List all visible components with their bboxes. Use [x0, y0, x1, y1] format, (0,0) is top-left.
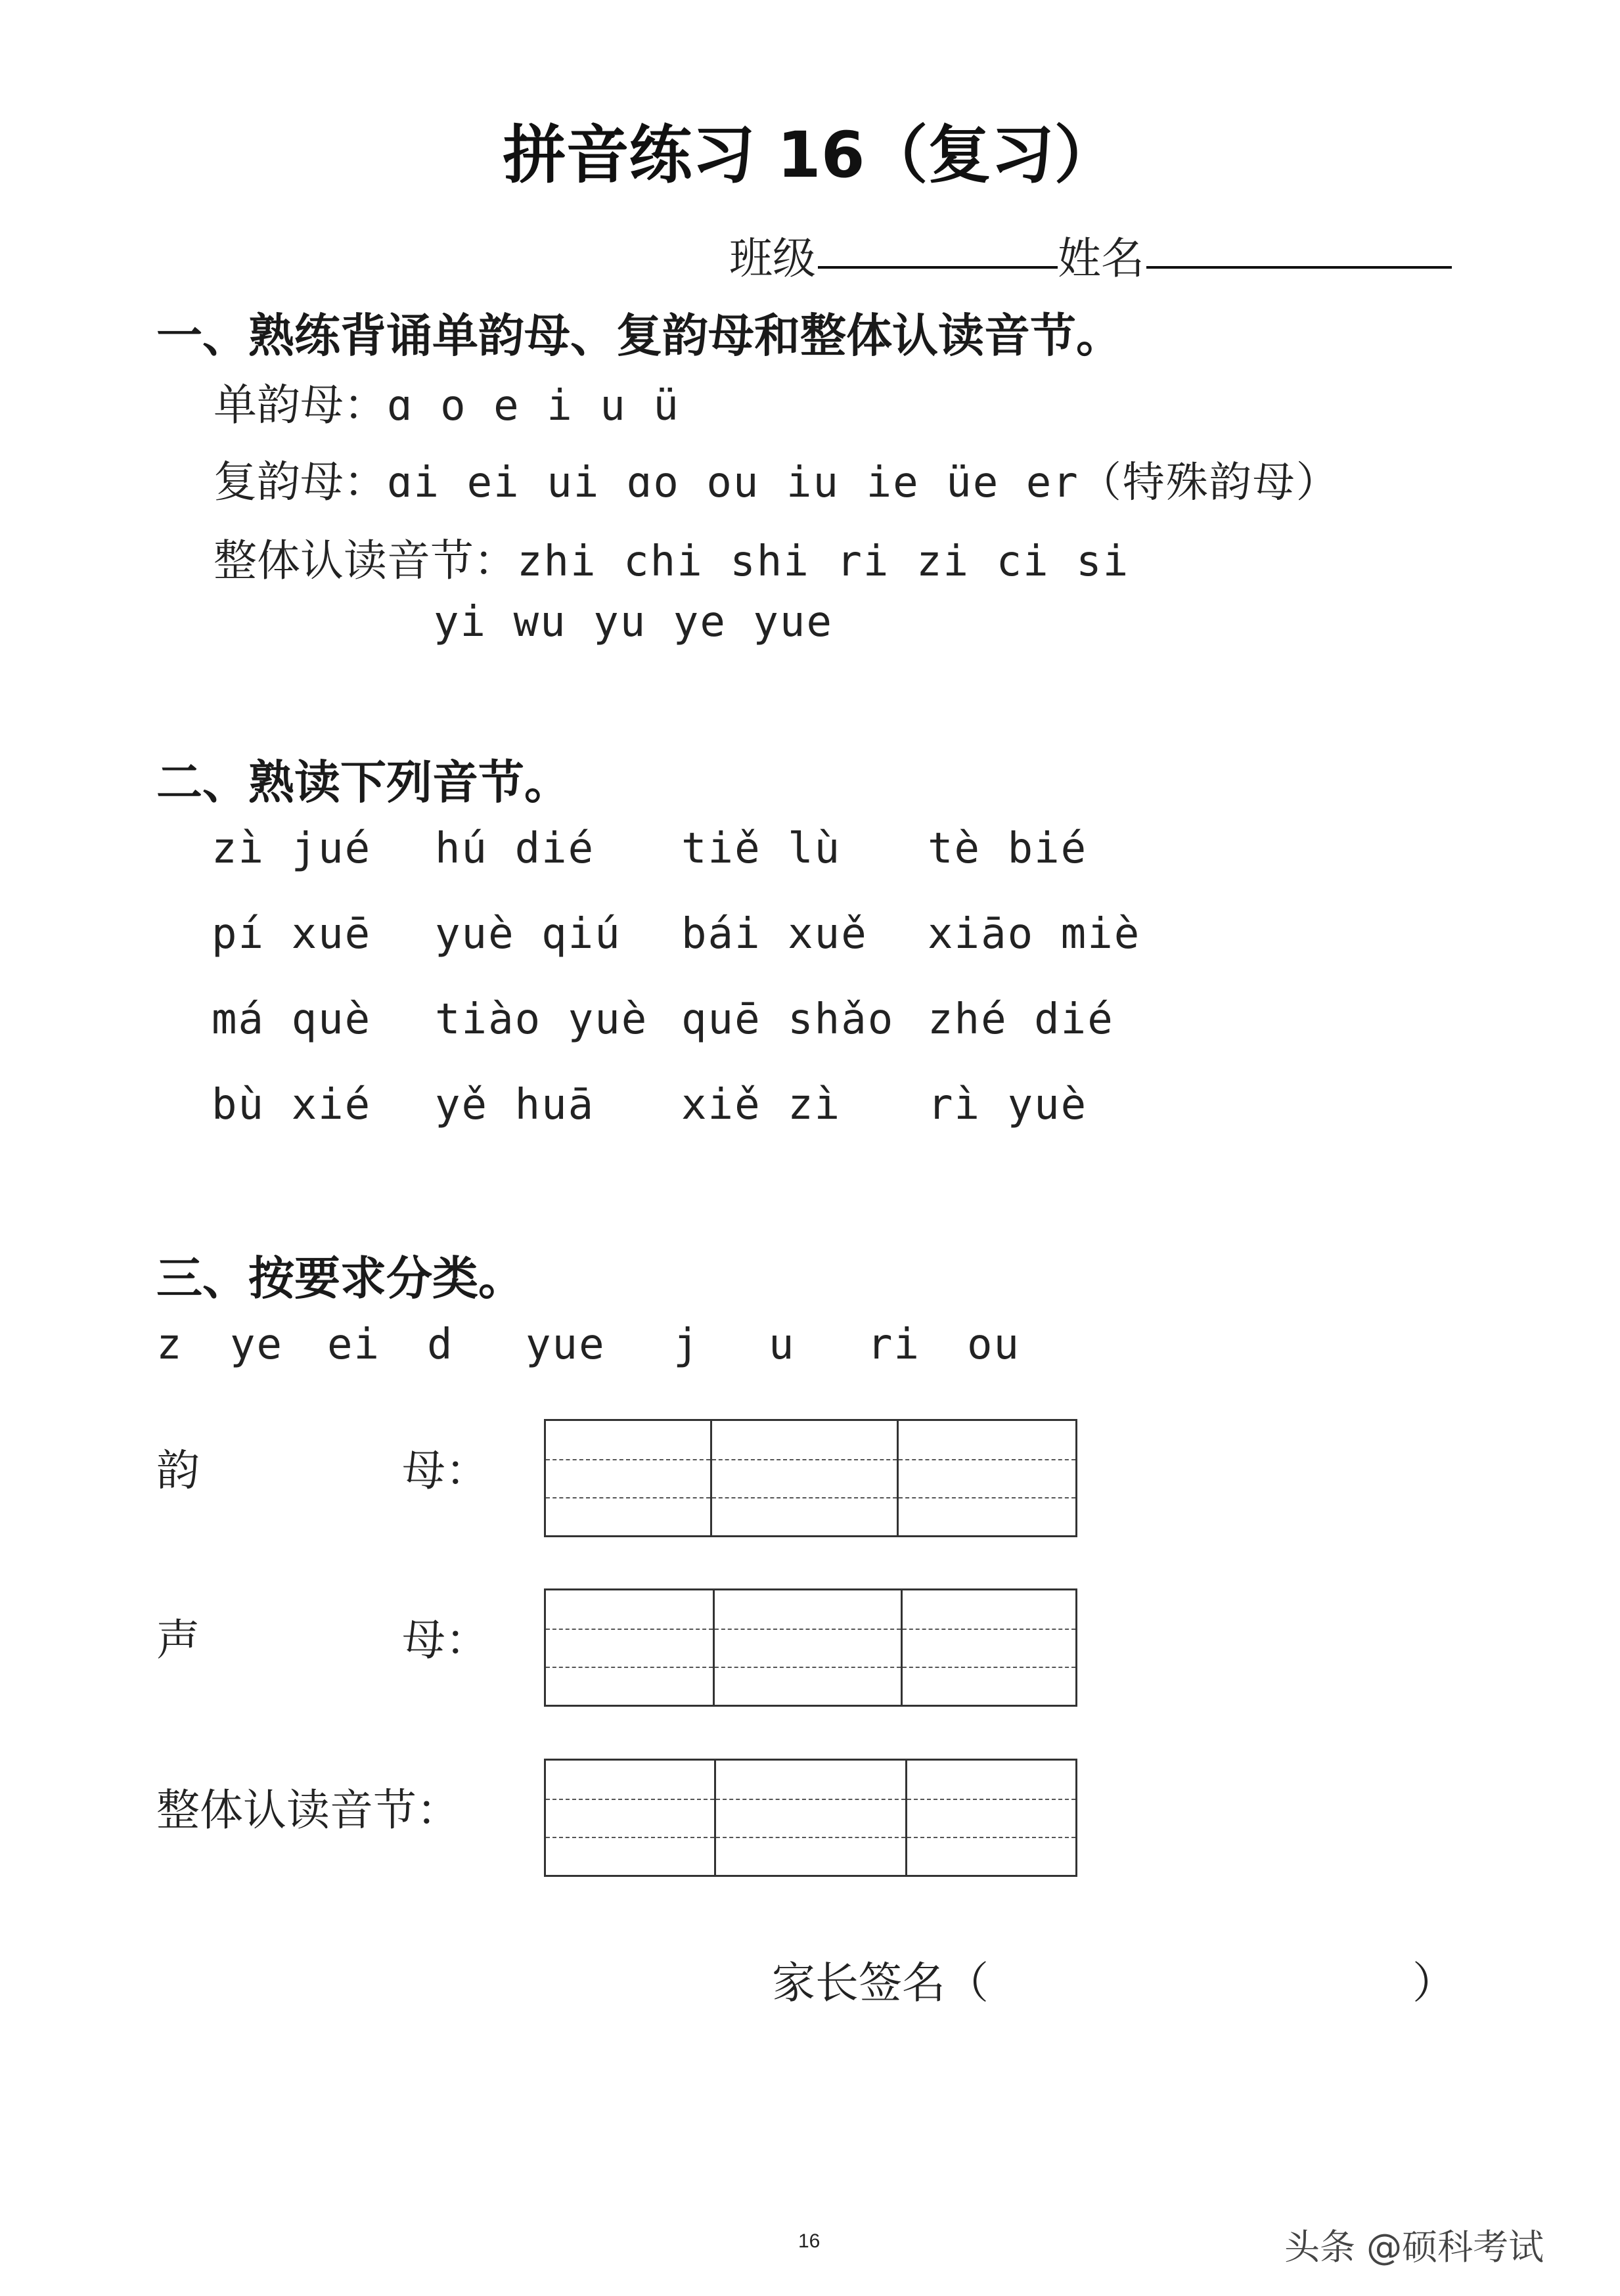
sort-item: ri	[867, 1320, 921, 1369]
sort-item: d	[427, 1320, 454, 1369]
sort-item: ei	[327, 1320, 381, 1369]
class-field[interactable]	[818, 266, 1058, 269]
section3-heading: 三、按要求分类。	[156, 1251, 524, 1305]
section1-heading: 一、熟练背诵单韵母、复韵母和整体认读音节。	[156, 309, 1122, 363]
page-title: 拼音练习 16（复习）	[503, 118, 1117, 192]
parent-signature-field[interactable]	[1008, 1968, 1396, 2007]
whole-syllables-row	[214, 526, 1129, 588]
syllable-r4c4: rì yuè	[928, 1081, 1088, 1129]
initials-answer-grid	[544, 1588, 1077, 1707]
category-finals-char1: 韵	[156, 1445, 200, 1496]
syllable-r4c1: bù xié	[212, 1081, 372, 1129]
syllable-r4c2: yě huā	[435, 1081, 595, 1129]
answer-cell[interactable]	[715, 1590, 903, 1705]
syllable-r2c1: pí xuē	[212, 910, 372, 958]
page-number: 16	[798, 2230, 821, 2252]
category-initials-char2: 母：	[402, 1615, 489, 1665]
sort-item: u	[769, 1320, 796, 1369]
compound-finals-label: 复韵母：	[214, 457, 387, 507]
sort-item: ye	[230, 1320, 284, 1369]
single-finals-values: ɑ o e i u ü	[387, 382, 680, 430]
parent-signature-close: ）	[1412, 1958, 1456, 2008]
answer-cell[interactable]	[712, 1421, 899, 1535]
whole-syllables-line2: yi wu yu ye yue	[434, 598, 833, 646]
whole-syllables-line1: zhi chi shi ri zi ci si	[517, 537, 1130, 586]
syllable-r3c2: tiào yuè	[435, 995, 648, 1044]
answer-cell[interactable]	[903, 1590, 1075, 1705]
single-finals-label: 单韵母：	[214, 380, 387, 430]
compound-finals-row	[214, 447, 1339, 509]
class-label: 班级	[729, 233, 816, 284]
syllable-r1c1: zì jué	[212, 824, 372, 873]
syllable-r1c2: hú dié	[435, 824, 595, 873]
whole-syllables-label: 整体认读音节：	[214, 535, 517, 586]
compound-finals-values: ɑi ei ui ɑo ou iu ie üe er（特殊韵母）	[387, 459, 1339, 507]
answer-cell[interactable]	[546, 1421, 712, 1535]
single-finals-row	[214, 370, 680, 432]
answer-cell[interactable]	[716, 1761, 907, 1875]
answer-cell[interactable]	[899, 1421, 1075, 1535]
syllable-r2c4: xiāo miè	[928, 910, 1141, 958]
finals-answer-grid	[544, 1419, 1077, 1537]
parent-signature-label: 家长签名（	[772, 1958, 989, 2008]
sort-item: yue	[526, 1320, 606, 1369]
answer-cell[interactable]	[546, 1761, 716, 1875]
answer-cell[interactable]	[907, 1761, 1075, 1875]
watermark: 头条 @硕科考试	[1284, 2226, 1544, 2268]
name-label: 姓名	[1058, 233, 1144, 284]
category-initials-char1: 声	[156, 1615, 200, 1665]
category-finals-char2: 母：	[402, 1445, 489, 1496]
whole-syllables-answer-grid	[544, 1759, 1077, 1877]
name-field[interactable]	[1146, 266, 1452, 269]
syllable-r3c4: zhé dié	[928, 995, 1114, 1044]
syllable-r3c3: quē shǎo	[681, 995, 895, 1044]
sort-item: ou	[967, 1320, 1021, 1369]
syllable-r1c4: tè bié	[928, 824, 1088, 873]
syllable-r1c3: tiě lù	[681, 824, 842, 873]
syllable-r2c3: bái xuě	[681, 910, 868, 958]
sort-item: j	[673, 1320, 700, 1369]
syllable-r4c3: xiě zì	[681, 1081, 842, 1129]
syllable-r3c1: má què	[212, 995, 372, 1044]
section2-heading: 二、熟读下列音节。	[156, 755, 570, 809]
category-whole-syllables-label: 整体认读音节：	[156, 1785, 460, 1835]
syllable-r2c2: yuè qiú	[435, 910, 621, 958]
sort-item: z	[156, 1320, 183, 1369]
answer-cell[interactable]	[546, 1590, 715, 1705]
